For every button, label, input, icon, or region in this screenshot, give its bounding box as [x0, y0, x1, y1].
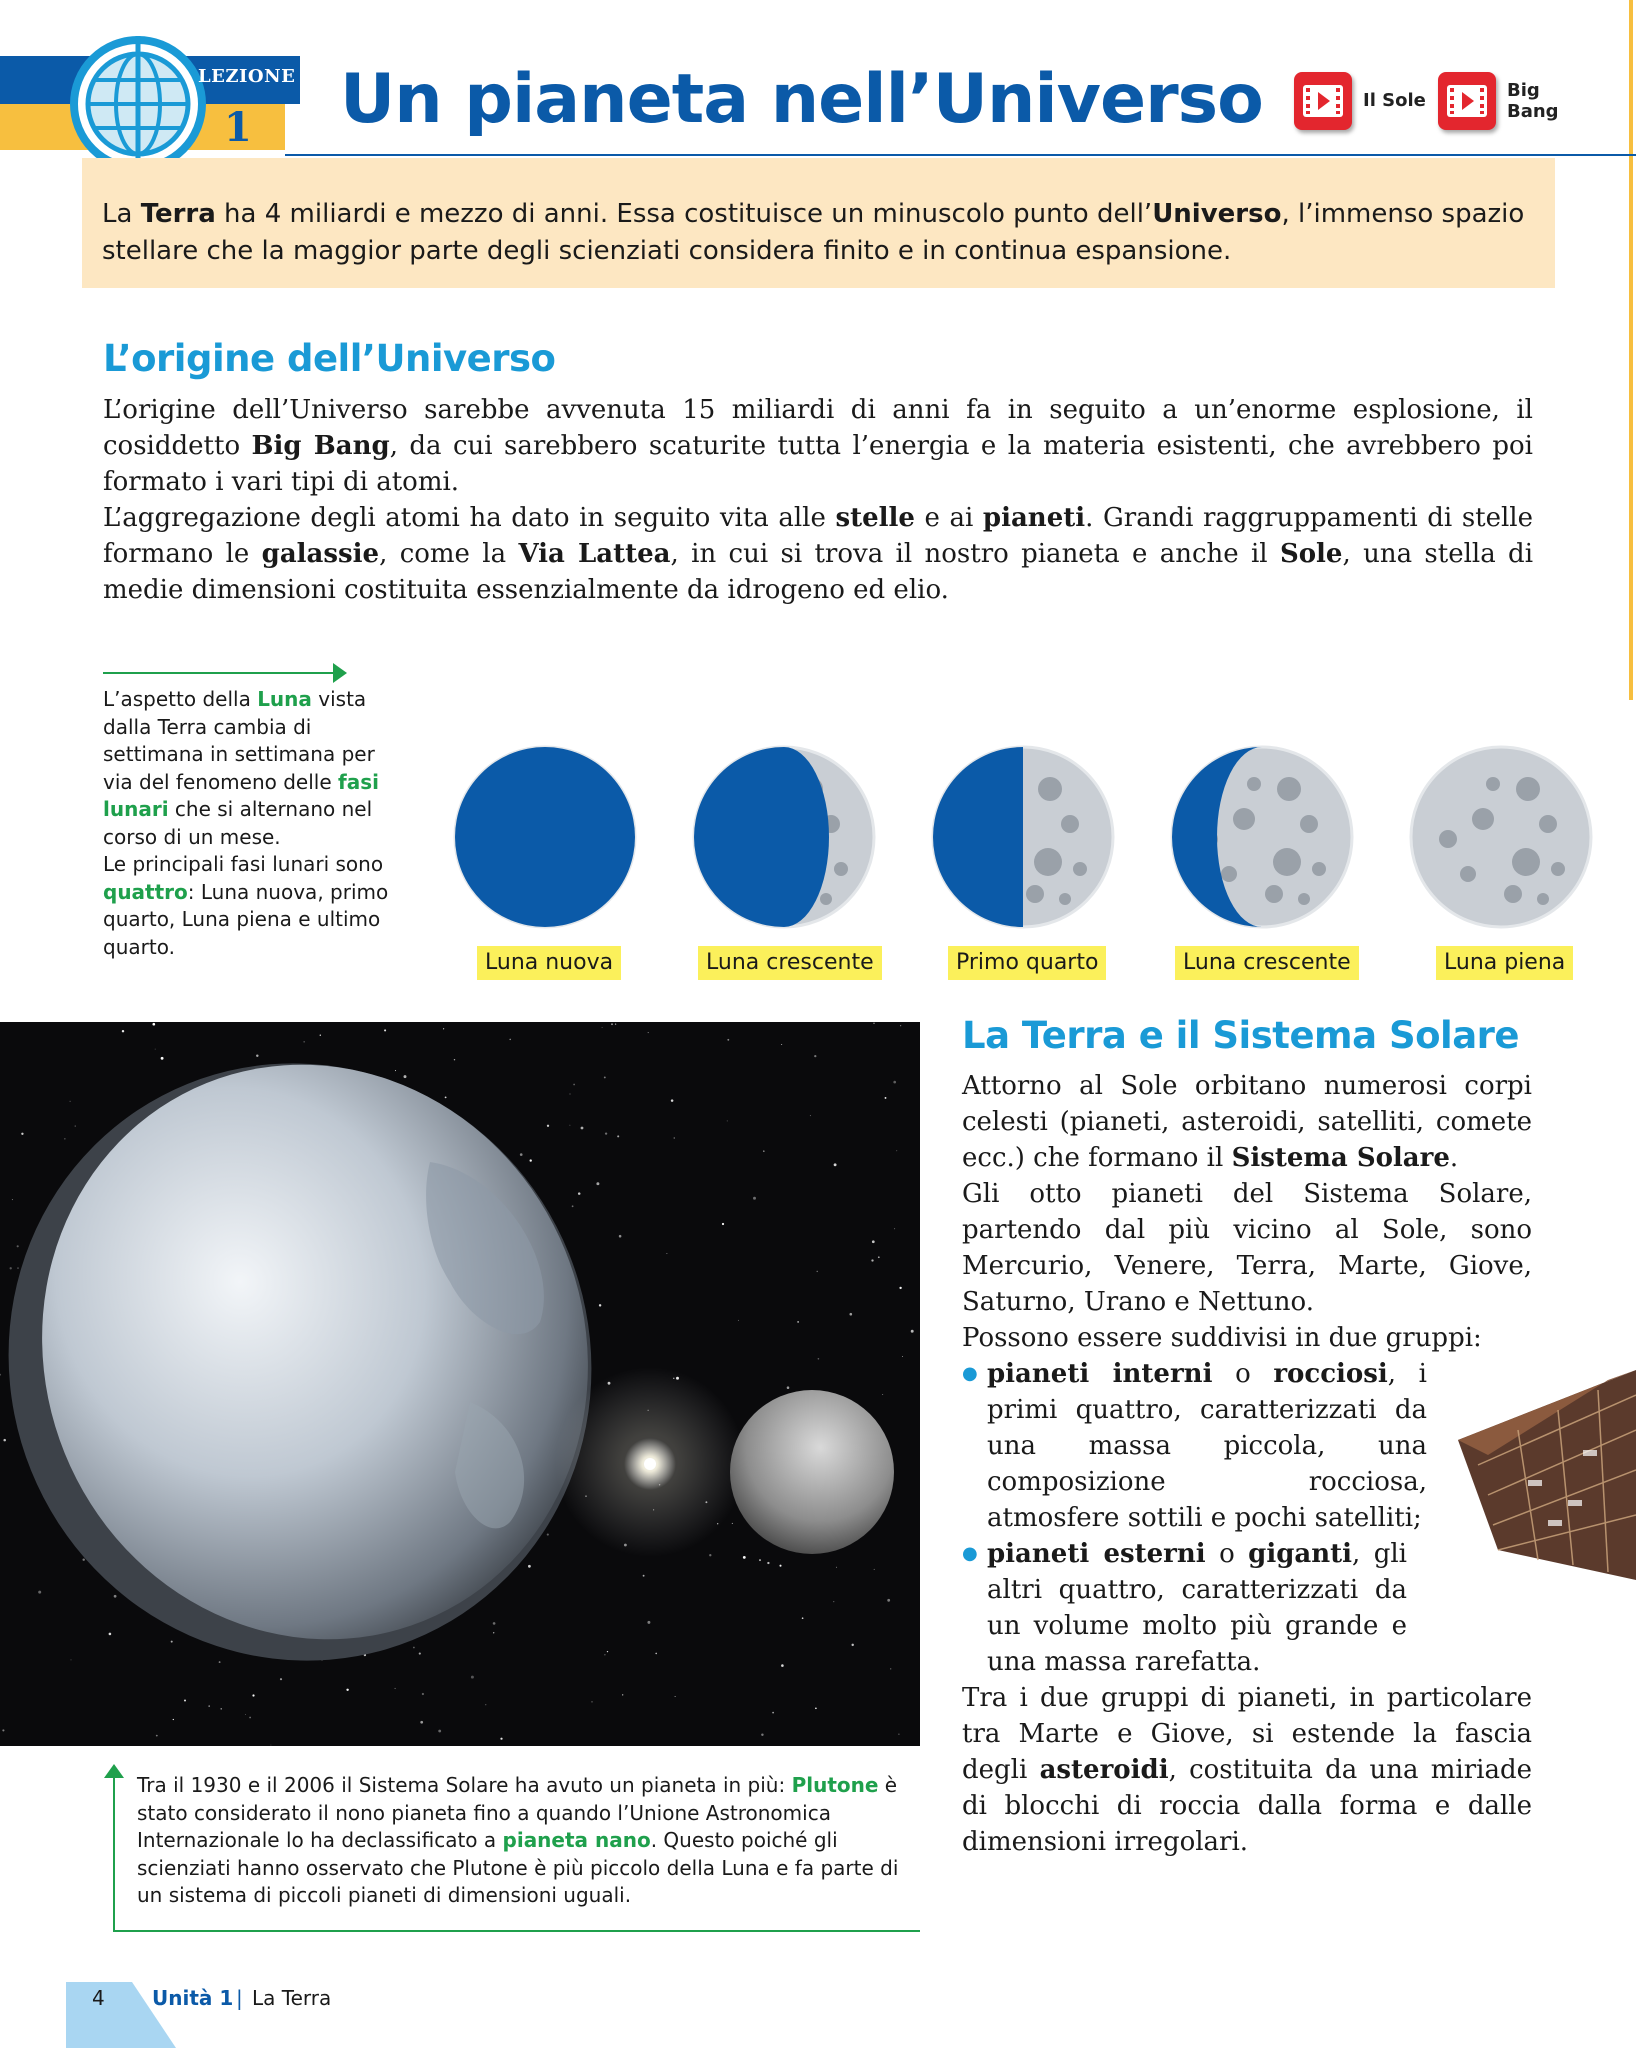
moon-crater: [834, 862, 848, 876]
moon-crater: [1512, 848, 1540, 876]
star: [647, 1621, 650, 1624]
star: [671, 1099, 674, 1102]
star: [896, 1150, 897, 1151]
star: [604, 1654, 605, 1655]
moon-crater: [1312, 862, 1326, 876]
star: [280, 1678, 282, 1680]
solar-paragraph-2: Gli otto pianeti del Sistema Solare, partendo dal più vicino al Sole, sono Mercurio, Venere, Terra, Marte, Giove, Saturno, Urano e Nettuno.: [962, 1179, 1532, 1317]
moon-phase-1: [691, 744, 877, 930]
star: [648, 1032, 649, 1033]
star: [759, 1559, 761, 1561]
star: [152, 1023, 155, 1026]
film-icon: [1438, 72, 1496, 130]
star: [815, 1707, 817, 1709]
star: [2, 1729, 4, 1731]
star: [834, 1163, 837, 1166]
moon-caption: L’aspetto della Luna vista dalla Terra cambia di settimana in settimana per via del fenomeno delle fasi lunari che si alternano nel corso di un mese. Le principali fasi lunari sono quattro: Luna nuova, primo quarto, Luna piena e ultimo quarto.: [103, 687, 389, 959]
star: [836, 1567, 837, 1568]
star: [674, 1137, 675, 1138]
star: [781, 1664, 784, 1667]
star: [256, 1054, 258, 1056]
star: [17, 1268, 18, 1269]
moon-crater: [1221, 866, 1237, 882]
star: [419, 1653, 421, 1655]
star: [899, 1287, 901, 1289]
moon-label-0: Luna nuova: [477, 946, 621, 980]
moon-crater: [1460, 866, 1476, 882]
star: [454, 1059, 455, 1060]
star: [581, 1127, 584, 1130]
star: [611, 1023, 613, 1025]
star: [722, 1223, 724, 1225]
moon-crater: [1273, 848, 1301, 876]
star: [572, 1205, 574, 1207]
star: [604, 1076, 606, 1078]
moon-crater: [1026, 885, 1044, 903]
list-item: ● pianeti esterni o giganti, gli altri quattro, caratterizzati da un volume molto più grande e una massa rarefatta.: [962, 1536, 1407, 1680]
star: [761, 1734, 763, 1736]
star: [17, 1245, 19, 1247]
moon-crater: [1059, 893, 1071, 905]
header-rule: [285, 154, 1636, 156]
star: [173, 1719, 174, 1720]
star: [443, 1028, 444, 1029]
star: [530, 1159, 532, 1161]
origin-paragraph-1: L’origine dell’Universo sarebbe avvenuta 15 miliardi di anni fa in seguito a un’enorme esplosione, il cosiddetto Big Bang, da cui sarebbero scaturite tutta l’energia e la materia esistenti, che avrebbero poi formato i vari tipi di atomi.: [103, 395, 1533, 497]
star: [573, 1084, 575, 1086]
star: [743, 1556, 746, 1559]
moon-shadow: [933, 747, 1023, 927]
star: [655, 1653, 657, 1655]
star: [893, 1081, 896, 1084]
star: [12, 1199, 13, 1200]
star: [599, 1304, 601, 1306]
star: [570, 1094, 571, 1095]
star: [270, 1745, 271, 1746]
film-icon: [1294, 72, 1352, 130]
star: [70, 1101, 71, 1102]
star: [596, 1182, 599, 1185]
solar-paragraph-3: Possono essere suddivisi in due gruppi:: [962, 1323, 1482, 1353]
star: [569, 1125, 570, 1126]
moon-crater: [1298, 893, 1310, 905]
star: [114, 1595, 117, 1598]
star: [109, 1633, 112, 1636]
star: [772, 1712, 774, 1714]
star: [438, 1730, 441, 1733]
star: [64, 1138, 65, 1139]
star: [3, 1439, 6, 1442]
star: [781, 1044, 782, 1045]
solar-body: [962, 1068, 1532, 1860]
moon-crater: [1247, 777, 1261, 791]
moon-phase-2: [930, 744, 1116, 930]
star: [71, 1659, 72, 1660]
moon-crater: [1539, 815, 1557, 833]
star: [890, 1668, 891, 1669]
star: [493, 1622, 496, 1625]
star: [10, 1267, 12, 1269]
star: [485, 1704, 486, 1705]
globe-icon: [68, 34, 208, 174]
star: [818, 1358, 820, 1360]
lesson-number: 1: [224, 104, 252, 151]
star: [493, 1632, 494, 1633]
star: [509, 1039, 511, 1041]
star: [894, 1228, 895, 1229]
star: [911, 1330, 914, 1333]
star: [878, 1256, 880, 1258]
moon-crater: [1486, 777, 1500, 791]
moon-shadow: [694, 747, 829, 927]
moon-crater: [1537, 893, 1549, 905]
star: [38, 1591, 41, 1594]
moon-phase-4: [1408, 744, 1594, 930]
caption-bracket-vertical: [113, 1776, 115, 1932]
video-sole-button[interactable]: [1294, 72, 1352, 130]
moon-shadow: [455, 747, 635, 927]
star: [602, 1027, 603, 1028]
star: [871, 1259, 873, 1261]
star: [738, 1320, 739, 1321]
page-number: 4: [92, 1986, 105, 2010]
star: [617, 1135, 619, 1137]
star: [849, 1313, 852, 1316]
footer-separator: |: [236, 1986, 243, 2010]
moon-label-4: Luna piena: [1436, 946, 1573, 980]
caption-arrow-icon: [333, 663, 347, 683]
star: [578, 1192, 581, 1195]
star: [732, 1523, 733, 1524]
moon-crater: [1265, 885, 1283, 903]
origin-body: [103, 392, 1533, 608]
moon-lit-disc: [1411, 747, 1591, 927]
intro-box: [82, 158, 1555, 288]
footer-unit: Unità 1: [152, 1986, 234, 2010]
moon-crater: [1472, 808, 1494, 830]
star: [874, 1569, 875, 1570]
star: [622, 1694, 623, 1695]
star: [500, 1738, 502, 1740]
star: [171, 1641, 173, 1643]
lesson-label: LEZIONE: [198, 66, 296, 87]
moon-label-2: Primo quarto: [948, 946, 1106, 980]
moon-crater: [1038, 777, 1062, 801]
video-sole-label[interactable]: Il Sole: [1363, 90, 1426, 111]
moon-crater: [1034, 848, 1062, 876]
star: [851, 1644, 853, 1646]
solar-paragraph-4: Tra i due gruppi di pianeti, in particolare tra Marte e Giove, si estende la fascia degli asteroidi, costituita da una miriade di blocchi di roccia dalla forma e dalle dimensioni irregolari.: [962, 1683, 1532, 1857]
star: [21, 1133, 23, 1135]
footer-unit-name: La Terra: [252, 1986, 332, 2010]
star: [605, 1132, 607, 1134]
moon-crater: [820, 893, 832, 905]
moon-crater: [1300, 815, 1318, 833]
solar-heading: La Terra e il Sistema Solare: [962, 1014, 1520, 1057]
star: [592, 1701, 593, 1702]
star: [727, 1120, 728, 1121]
video-big-bang-button[interactable]: [1438, 72, 1496, 130]
moon-crater: [1504, 885, 1522, 903]
star: [208, 1705, 210, 1707]
star: [887, 1599, 890, 1602]
star: [420, 1721, 423, 1724]
star: [528, 1565, 531, 1568]
star: [422, 1693, 424, 1695]
star: [615, 1023, 616, 1024]
star: [872, 1240, 875, 1243]
star: [395, 1070, 396, 1071]
star: [675, 1696, 676, 1697]
star: [221, 1708, 222, 1709]
star: [122, 1030, 124, 1032]
star: [304, 1041, 305, 1042]
star: [607, 1651, 608, 1652]
moon-label-3: Luna crescente: [1175, 946, 1359, 980]
star: [817, 1271, 818, 1272]
moon-crater: [1439, 830, 1457, 848]
pluto-photo: [0, 1022, 920, 1746]
star: [763, 1150, 765, 1152]
moon-crater: [1516, 777, 1540, 801]
star: [873, 1023, 875, 1025]
moon-crater: [1061, 815, 1079, 833]
origin-heading: L’origine dell’Universo: [103, 337, 556, 380]
list-item: ● pianeti interni o rocciosi, i primi quattro, caratterizzati da una massa piccola, una composizione rocciosa, atmosfere sottili e pochi satelliti;: [962, 1356, 1427, 1536]
star: [902, 1356, 903, 1357]
star: [404, 1075, 407, 1078]
star: [666, 1253, 667, 1254]
star: [384, 1029, 386, 1031]
star: [252, 1694, 254, 1696]
star: [643, 1575, 645, 1577]
moon-phase-3: [1169, 744, 1355, 930]
star: [161, 1057, 164, 1060]
solar-paragraph-1: Attorno al Sole orbitano numerosi corpi celesti (pianeti, asteroidi, satelliti, comete ecc.) che formano il Sistema Solare.: [962, 1071, 1532, 1173]
star: [155, 1049, 156, 1050]
moon-crater: [1073, 862, 1087, 876]
star: [898, 1734, 899, 1735]
star: [797, 1321, 799, 1323]
page-title: Un pianeta nell’Universo: [340, 60, 1263, 139]
star: [445, 1096, 447, 1098]
star: [787, 1386, 790, 1389]
star: [320, 1035, 321, 1036]
star: [767, 1562, 769, 1564]
star: [249, 1717, 251, 1719]
caption-arrow-line: [103, 672, 335, 674]
star: [900, 1025, 901, 1026]
star: [619, 1235, 622, 1238]
page-edge-accent: [1629, 0, 1633, 700]
planet-groups-list: [962, 1356, 1532, 1680]
star: [709, 1554, 711, 1556]
star: [814, 1055, 816, 1057]
star: [395, 1688, 396, 1689]
caption-bracket-horizontal: [113, 1930, 920, 1932]
star: [802, 1617, 804, 1619]
star: [219, 1661, 221, 1663]
video-big-bang-label[interactable]: Big Bang: [1507, 80, 1559, 122]
star: [833, 1601, 834, 1602]
star: [810, 1115, 811, 1116]
star: [82, 1558, 84, 1560]
moon-crater: [1277, 777, 1301, 801]
star: [75, 1126, 76, 1127]
star: [184, 1699, 186, 1701]
moon-crater: [1233, 808, 1255, 830]
moon-label-1: Luna crescente: [698, 946, 882, 980]
star: [547, 1125, 549, 1127]
moon-phase-0: [452, 744, 638, 930]
star: [413, 1647, 415, 1649]
star: [779, 1565, 781, 1567]
star: [520, 1153, 523, 1156]
star: [753, 1197, 756, 1200]
star: [547, 1534, 549, 1536]
star: [156, 1735, 158, 1737]
star: [245, 1714, 246, 1715]
moon-crater: [1551, 862, 1565, 876]
origin-paragraph-2: L’aggregazione degli atomi ha dato in seguito vita alle stelle e ai pianeti. Grandi raggruppamenti di stelle formano le galassie, come la Via Lattea, in cui si trova il nostro pianeta e anche il Sole, una stella di medie dimensioni costituita essenzialmente da idrogeno ed elio.: [103, 503, 1534, 605]
star: [346, 1689, 348, 1691]
star: [471, 1676, 474, 1679]
intro-text: La Terra ha 4 miliardi e mezzo di anni. Essa costituisce un minuscolo punto dell’Universo, l’immenso spazio stellare che la maggior parte degli scienziati considera finito e in continua espansione.: [102, 199, 1525, 266]
pluto-caption: Tra il 1930 e il 2006 il Sistema Solare ha avuto un pianeta in più: Plutone è stato considerato il nono pianeta fino a quando l’Unione Astronomica Internazionale lo ha declassificato a pianeta nano. Questo poiché gli scienziati hanno osservato che Plutone è più piccolo della Luna e fa parte di un sistema di piccoli pianeti di dimensioni uguali.: [137, 1773, 899, 1907]
star: [885, 1097, 887, 1099]
star: [727, 1039, 729, 1041]
star: [882, 1394, 883, 1395]
